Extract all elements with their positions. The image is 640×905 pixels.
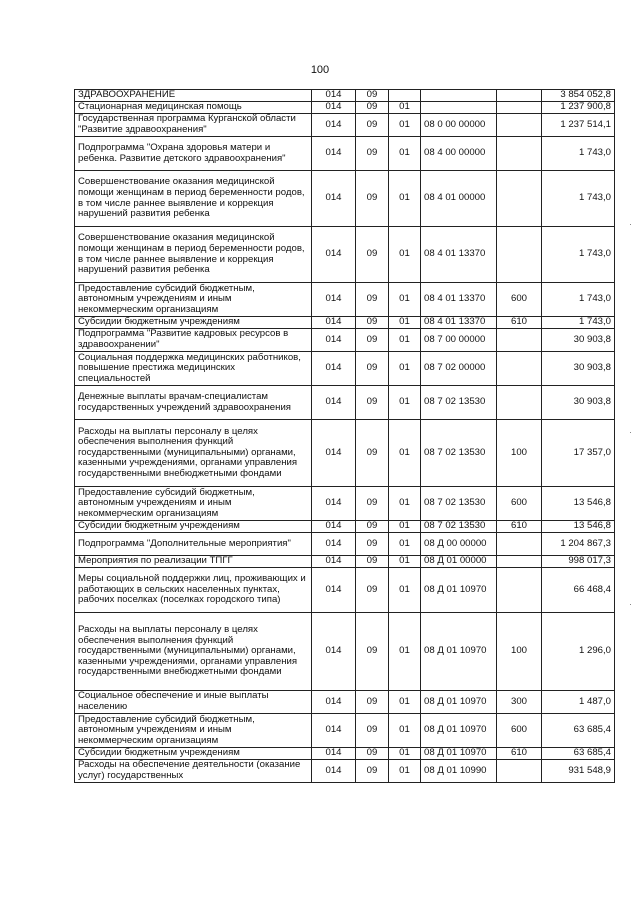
cell-vr xyxy=(497,386,542,420)
table-row xyxy=(75,114,615,137)
cell-vr: 610 xyxy=(497,317,542,329)
cell-pr: 01 xyxy=(389,748,421,760)
cell-sum: 63 685,4 xyxy=(542,748,615,760)
cell-rz: 09 xyxy=(356,691,389,714)
table-row xyxy=(75,691,615,714)
cell-pr: 01 xyxy=(389,102,421,114)
cell-pr xyxy=(389,90,421,102)
cell-rz: 09 xyxy=(356,317,389,329)
cell-name: Подпрограмма "Дополнительные мероприятия" xyxy=(75,533,312,556)
cell-csr: 08 7 02 13530 xyxy=(421,386,497,420)
cell-rz: 09 xyxy=(356,171,389,227)
cell-name: Меры социальной поддержки лиц, проживающих и работающих в сельских населенных пунктах, рабочих поселках (поселках городского типа) xyxy=(75,568,312,613)
cell-rz: 09 xyxy=(356,329,389,352)
cell-rz: 09 xyxy=(356,487,389,521)
cell-csr: 08 Д 01 10970 xyxy=(421,691,497,714)
cell-pr: 01 xyxy=(389,568,421,613)
cell-rz: 09 xyxy=(356,90,389,102)
cell-sum: 3 854 052,8 xyxy=(542,90,615,102)
cell-vr xyxy=(497,760,542,783)
scan-speck xyxy=(630,604,631,605)
cell-ved: 014 xyxy=(312,329,356,352)
cell-csr: 08 Д 01 10990 xyxy=(421,760,497,783)
table-row xyxy=(75,386,615,420)
cell-vr: 600 xyxy=(497,714,542,748)
cell-ved: 014 xyxy=(312,487,356,521)
cell-name: Субсидии бюджетным учреждениям xyxy=(75,317,312,329)
cell-ved: 014 xyxy=(312,114,356,137)
cell-pr: 01 xyxy=(389,171,421,227)
cell-name: Мероприятия по реализации ТПГГ xyxy=(75,556,312,568)
budget-table xyxy=(74,89,615,783)
cell-vr: 300 xyxy=(497,691,542,714)
cell-sum: 1 743,0 xyxy=(542,227,615,283)
cell-rz: 09 xyxy=(356,760,389,783)
cell-sum: 1 296,0 xyxy=(542,613,615,691)
cell-rz: 09 xyxy=(356,283,389,317)
cell-csr: 08 7 02 00000 xyxy=(421,352,497,386)
page-number: 100 xyxy=(310,64,330,76)
cell-rz: 09 xyxy=(356,420,389,487)
cell-pr: 01 xyxy=(389,352,421,386)
cell-pr: 01 xyxy=(389,114,421,137)
cell-rz: 09 xyxy=(356,386,389,420)
cell-csr: 08 4 01 13370 xyxy=(421,283,497,317)
cell-csr: 08 4 01 13370 xyxy=(421,227,497,283)
cell-name: Субсидии бюджетным учреждениям xyxy=(75,748,312,760)
cell-ved: 014 xyxy=(312,748,356,760)
table-body xyxy=(75,90,615,783)
cell-sum: 1 743,0 xyxy=(542,137,615,171)
cell-csr xyxy=(421,90,497,102)
cell-pr: 01 xyxy=(389,329,421,352)
cell-vr xyxy=(497,102,542,114)
cell-name: Государственная программа Курганской области "Развитие здравоохранения" xyxy=(75,114,312,137)
table-row xyxy=(75,613,615,691)
cell-pr: 01 xyxy=(389,420,421,487)
cell-pr: 01 xyxy=(389,283,421,317)
cell-sum: 66 468,4 xyxy=(542,568,615,613)
table-row xyxy=(75,556,615,568)
table-row xyxy=(75,317,615,329)
cell-csr: 08 0 00 00000 xyxy=(421,114,497,137)
cell-ved: 014 xyxy=(312,521,356,533)
cell-sum: 30 903,8 xyxy=(542,386,615,420)
cell-vr xyxy=(497,329,542,352)
cell-pr: 01 xyxy=(389,386,421,420)
cell-pr: 01 xyxy=(389,487,421,521)
cell-name: Предоставление субсидий бюджетным, автономным учреждениям и иным некоммерческим организациям xyxy=(75,283,312,317)
cell-ved: 014 xyxy=(312,760,356,783)
cell-pr: 01 xyxy=(389,227,421,283)
cell-name: Расходы на обеспечение деятельности (оказание услуг) государственных xyxy=(75,760,312,783)
cell-vr xyxy=(497,114,542,137)
cell-ved: 014 xyxy=(312,568,356,613)
table-row xyxy=(75,521,615,533)
cell-rz: 09 xyxy=(356,714,389,748)
cell-csr: 08 Д 01 00000 xyxy=(421,556,497,568)
cell-pr: 01 xyxy=(389,317,421,329)
cell-csr: 08 Д 01 10970 xyxy=(421,714,497,748)
cell-ved: 014 xyxy=(312,420,356,487)
cell-sum: 1 743,0 xyxy=(542,283,615,317)
cell-csr: 08 7 02 13530 xyxy=(421,521,497,533)
table-row xyxy=(75,352,615,386)
cell-csr: 08 4 01 13370 xyxy=(421,317,497,329)
cell-csr: 08 Д 01 10970 xyxy=(421,568,497,613)
cell-sum: 13 546,8 xyxy=(542,487,615,521)
cell-rz: 09 xyxy=(356,102,389,114)
cell-pr: 01 xyxy=(389,521,421,533)
cell-sum: 1 237 514,1 xyxy=(542,114,615,137)
cell-rz: 09 xyxy=(356,114,389,137)
cell-vr xyxy=(497,556,542,568)
scan-speck xyxy=(630,432,631,433)
cell-vr xyxy=(497,171,542,227)
cell-name: Социальная поддержка медицинских работников, повышение престижа медицинских специальностей xyxy=(75,352,312,386)
cell-name: Социальное обеспечение и иные выплаты населению xyxy=(75,691,312,714)
cell-name: Субсидии бюджетным учреждениям xyxy=(75,521,312,533)
cell-sum: 1 204 867,3 xyxy=(542,533,615,556)
cell-rz: 09 xyxy=(356,137,389,171)
cell-ved: 014 xyxy=(312,137,356,171)
cell-sum: 931 548,9 xyxy=(542,760,615,783)
cell-name: Подпрограмма "Охрана здоровья матери и ребенка. Развитие детского здравоохранения" xyxy=(75,137,312,171)
table-row xyxy=(75,90,615,102)
cell-sum: 1 487,0 xyxy=(542,691,615,714)
cell-csr: 08 4 01 00000 xyxy=(421,171,497,227)
table-row xyxy=(75,283,615,317)
scan-speck xyxy=(630,224,631,225)
cell-name: ЗДРАВООХРАНЕНИЕ xyxy=(75,90,312,102)
cell-pr: 01 xyxy=(389,714,421,748)
cell-name: Расходы на выплаты персоналу в целях обеспечения выполнения функций государственными (муниципальными) органами, казенными учреждениями, органами управления государственными внебюджетными фондами xyxy=(75,613,312,691)
cell-csr: 08 Д 01 10970 xyxy=(421,748,497,760)
cell-csr: 08 7 00 00000 xyxy=(421,329,497,352)
cell-sum: 63 685,4 xyxy=(542,714,615,748)
cell-csr: 08 7 02 13530 xyxy=(421,487,497,521)
cell-rz: 09 xyxy=(356,556,389,568)
cell-name: Денежные выплаты врачам-специалистам государственных учреждений здравоохранения xyxy=(75,386,312,420)
cell-rz: 09 xyxy=(356,533,389,556)
table-row xyxy=(75,748,615,760)
table-row xyxy=(75,329,615,352)
cell-ved: 014 xyxy=(312,227,356,283)
cell-pr: 01 xyxy=(389,137,421,171)
cell-name: Совершенствование оказания медицинской помощи женщинам в период беременности родов, в том числе раннее выявление и коррекция нарушений развития ребенка xyxy=(75,171,312,227)
cell-ved: 014 xyxy=(312,533,356,556)
cell-pr: 01 xyxy=(389,760,421,783)
cell-vr: 610 xyxy=(497,521,542,533)
cell-csr: 08 Д 00 00000 xyxy=(421,533,497,556)
cell-vr: 600 xyxy=(497,487,542,521)
cell-sum: 1 743,0 xyxy=(542,171,615,227)
cell-sum: 30 903,8 xyxy=(542,329,615,352)
cell-pr: 01 xyxy=(389,556,421,568)
cell-ved: 014 xyxy=(312,613,356,691)
cell-pr: 01 xyxy=(389,613,421,691)
table-row xyxy=(75,137,615,171)
cell-vr xyxy=(497,137,542,171)
cell-vr: 610 xyxy=(497,748,542,760)
cell-sum: 13 546,8 xyxy=(542,521,615,533)
cell-vr xyxy=(497,352,542,386)
cell-csr: 08 4 00 00000 xyxy=(421,137,497,171)
cell-rz: 09 xyxy=(356,568,389,613)
cell-sum: 30 903,8 xyxy=(542,352,615,386)
cell-name: Подпрограмма "Развитие кадровых ресурсов в здравоохранении" xyxy=(75,329,312,352)
cell-csr: 08 7 02 13530 xyxy=(421,420,497,487)
table-row xyxy=(75,533,615,556)
cell-vr: 600 xyxy=(497,283,542,317)
cell-name: Предоставление субсидий бюджетным, автономным учреждениям и иным некоммерческим организациям xyxy=(75,714,312,748)
cell-vr xyxy=(497,90,542,102)
cell-name: Стационарная медицинская помощь xyxy=(75,102,312,114)
table-row xyxy=(75,102,615,114)
cell-sum: 1 743,0 xyxy=(542,317,615,329)
cell-rz: 09 xyxy=(356,748,389,760)
cell-csr xyxy=(421,102,497,114)
cell-ved: 014 xyxy=(312,283,356,317)
cell-name: Расходы на выплаты персоналу в целях обеспечения выполнения функций государственными (муниципальными) органами, казенными учреждениями, органами управления государственными внебюджетными фондами xyxy=(75,420,312,487)
cell-vr xyxy=(497,227,542,283)
cell-sum: 17 357,0 xyxy=(542,420,615,487)
cell-rz: 09 xyxy=(356,613,389,691)
cell-vr xyxy=(497,533,542,556)
cell-ved: 014 xyxy=(312,691,356,714)
cell-vr: 100 xyxy=(497,613,542,691)
cell-ved: 014 xyxy=(312,352,356,386)
table-row xyxy=(75,487,615,521)
table-row xyxy=(75,760,615,783)
table-row xyxy=(75,171,615,227)
cell-rz: 09 xyxy=(356,521,389,533)
cell-vr xyxy=(497,568,542,613)
cell-ved: 014 xyxy=(312,714,356,748)
cell-pr: 01 xyxy=(389,691,421,714)
cell-vr: 100 xyxy=(497,420,542,487)
table-row xyxy=(75,420,615,487)
cell-name: Предоставление субсидий бюджетным, автономным учреждениям и иным некоммерческим организациям xyxy=(75,487,312,521)
cell-ved: 014 xyxy=(312,102,356,114)
cell-rz: 09 xyxy=(356,227,389,283)
cell-name: Совершенствование оказания медицинской помощи женщинам в период беременности родов, в том числе раннее выявление и коррекция нарушений развития ребенка xyxy=(75,227,312,283)
cell-ved: 014 xyxy=(312,317,356,329)
cell-csr: 08 Д 01 10970 xyxy=(421,613,497,691)
table-row xyxy=(75,227,615,283)
cell-ved: 014 xyxy=(312,90,356,102)
table-row xyxy=(75,714,615,748)
cell-ved: 014 xyxy=(312,556,356,568)
cell-pr: 01 xyxy=(389,533,421,556)
cell-ved: 014 xyxy=(312,386,356,420)
table-row xyxy=(75,568,615,613)
cell-sum: 1 237 900,8 xyxy=(542,102,615,114)
cell-sum: 998 017,3 xyxy=(542,556,615,568)
cell-ved: 014 xyxy=(312,171,356,227)
cell-rz: 09 xyxy=(356,352,389,386)
